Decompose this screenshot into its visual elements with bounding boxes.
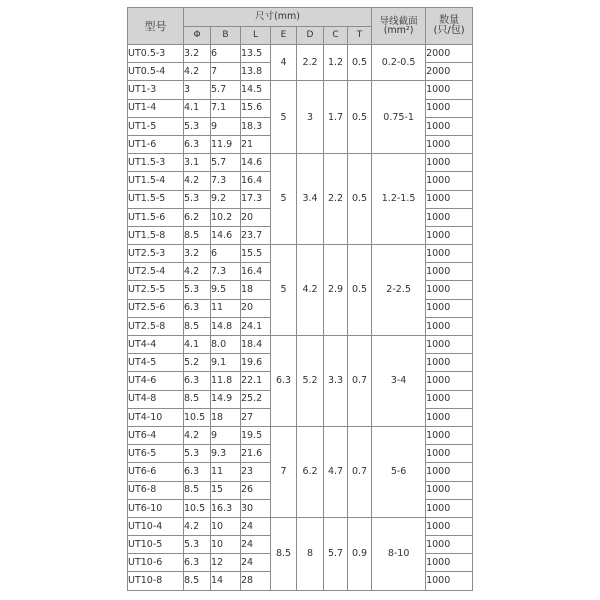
l-cell: 16.4 xyxy=(241,263,271,281)
phi-cell: 4.2 xyxy=(184,172,211,190)
e-cell: 4 xyxy=(271,45,297,81)
quantity-cell: 1000 xyxy=(426,317,473,335)
quantity-cell: 1000 xyxy=(426,99,473,117)
model-cell: UT10-6 xyxy=(128,554,184,572)
t-cell: 0.5 xyxy=(348,154,372,245)
model-cell: UT1.5-6 xyxy=(128,208,184,226)
t-header: T xyxy=(348,27,372,45)
quantity-cell: 1000 xyxy=(426,299,473,317)
b-cell: 10 xyxy=(211,517,241,535)
b-cell: 6 xyxy=(211,45,241,63)
model-cell: UT10-4 xyxy=(128,517,184,535)
l-cell: 18.3 xyxy=(241,117,271,135)
b-cell: 8.0 xyxy=(211,336,241,354)
phi-cell: 4.1 xyxy=(184,99,211,117)
model-cell: UT1-6 xyxy=(128,135,184,153)
model-cell: UT6-8 xyxy=(128,481,184,499)
l-cell: 24 xyxy=(241,536,271,554)
e-cell: 7 xyxy=(271,426,297,517)
quantity-cell: 1000 xyxy=(426,572,473,590)
phi-cell: 4.2 xyxy=(184,63,211,81)
model-cell: UT10-8 xyxy=(128,572,184,590)
b-cell: 9.1 xyxy=(211,354,241,372)
phi-cell: 5.3 xyxy=(184,117,211,135)
phi-cell: 6.3 xyxy=(184,463,211,481)
c-cell: 1.7 xyxy=(324,81,348,154)
c-cell: 1.2 xyxy=(324,45,348,81)
wire-area-cell: 8-10 xyxy=(372,517,426,590)
phi-cell: 5.3 xyxy=(184,536,211,554)
model-cell: UT1.5-4 xyxy=(128,172,184,190)
b-cell: 7.3 xyxy=(211,263,241,281)
table-row xyxy=(128,154,473,172)
model-cell: UT2.5-4 xyxy=(128,263,184,281)
e-cell: 8.5 xyxy=(271,517,297,590)
table-row xyxy=(128,517,473,535)
b-cell: 11 xyxy=(211,299,241,317)
spec-table xyxy=(127,7,473,591)
e-cell: 5 xyxy=(271,81,297,154)
phi-cell: 8.5 xyxy=(184,317,211,335)
t-cell: 0.7 xyxy=(348,336,372,427)
phi-cell: 4.2 xyxy=(184,263,211,281)
b-cell: 7.1 xyxy=(211,99,241,117)
model-cell: UT1-4 xyxy=(128,99,184,117)
b-cell: 9.2 xyxy=(211,190,241,208)
l-cell: 15.6 xyxy=(241,99,271,117)
l-cell: 22.1 xyxy=(241,372,271,390)
l-cell: 24 xyxy=(241,554,271,572)
phi-cell: 3 xyxy=(184,81,211,99)
phi-cell: 6.3 xyxy=(184,372,211,390)
table-row xyxy=(128,45,473,63)
table-body xyxy=(128,45,473,591)
wire-area-unit: (mm²) xyxy=(383,25,414,36)
phi-cell: 8.5 xyxy=(184,572,211,590)
t-cell: 0.5 xyxy=(348,245,372,336)
c-cell: 2.9 xyxy=(324,245,348,336)
b-cell: 6 xyxy=(211,245,241,263)
quantity-cell: 1000 xyxy=(426,463,473,481)
l-cell: 18.4 xyxy=(241,336,271,354)
model-cell: UT4-4 xyxy=(128,336,184,354)
quantity-unit: (只/包) xyxy=(433,25,465,36)
phi-cell: 5.3 xyxy=(184,190,211,208)
d-cell: 3 xyxy=(297,81,324,154)
model-cell: UT2.5-3 xyxy=(128,245,184,263)
table-row xyxy=(128,426,473,444)
b-cell: 14.9 xyxy=(211,390,241,408)
c-cell: 3.3 xyxy=(324,336,348,427)
phi-cell: 4.2 xyxy=(184,517,211,535)
phi-cell: 3.2 xyxy=(184,45,211,63)
l-cell: 28 xyxy=(241,572,271,590)
l-cell: 25.2 xyxy=(241,390,271,408)
b-cell: 10.2 xyxy=(211,208,241,226)
b-cell: 5.7 xyxy=(211,81,241,99)
l-cell: 20 xyxy=(241,299,271,317)
c-cell: 2.2 xyxy=(324,154,348,245)
quantity-cell: 1000 xyxy=(426,281,473,299)
b-cell: 11 xyxy=(211,463,241,481)
c-cell: 4.7 xyxy=(324,426,348,517)
quantity-cell: 1000 xyxy=(426,481,473,499)
quantity-cell: 1000 xyxy=(426,554,473,572)
l-cell: 20 xyxy=(241,208,271,226)
b-cell: 15 xyxy=(211,481,241,499)
wire-area-label: 导线截面 xyxy=(379,15,418,27)
e-cell: 5 xyxy=(271,245,297,336)
l-cell: 16.4 xyxy=(241,172,271,190)
l-cell: 21.6 xyxy=(241,445,271,463)
table-row xyxy=(128,81,473,99)
phi-cell: 5.3 xyxy=(184,281,211,299)
phi-cell: 5.3 xyxy=(184,445,211,463)
l-cell: 27 xyxy=(241,408,271,426)
quantity-cell: 1000 xyxy=(426,426,473,444)
model-cell: UT6-10 xyxy=(128,499,184,517)
phi-cell: 3.1 xyxy=(184,154,211,172)
phi-cell: 8.5 xyxy=(184,390,211,408)
c-header: C xyxy=(324,27,348,45)
quantity-cell: 1000 xyxy=(426,445,473,463)
dimensions-header: 尺寸(mm) xyxy=(184,8,372,27)
b-cell: 11.8 xyxy=(211,372,241,390)
quantity-cell: 1000 xyxy=(426,226,473,244)
b-header: B xyxy=(211,27,241,45)
b-cell: 16.3 xyxy=(211,499,241,517)
quantity-cell: 1000 xyxy=(426,408,473,426)
quantity-cell: 1000 xyxy=(426,117,473,135)
quantity-cell: 1000 xyxy=(426,81,473,99)
b-cell: 10 xyxy=(211,536,241,554)
b-cell: 14.6 xyxy=(211,226,241,244)
quantity-cell: 1000 xyxy=(426,517,473,535)
model-cell: UT2.5-8 xyxy=(128,317,184,335)
model-cell: UT6-5 xyxy=(128,445,184,463)
l-cell: 24.1 xyxy=(241,317,271,335)
l-cell: 13.5 xyxy=(241,45,271,63)
quantity-header xyxy=(426,8,473,45)
model-cell: UT2.5-6 xyxy=(128,299,184,317)
phi-cell: 4.1 xyxy=(184,336,211,354)
l-cell: 24 xyxy=(241,517,271,535)
model-cell: UT1-3 xyxy=(128,81,184,99)
l-cell: 13.8 xyxy=(241,63,271,81)
model-cell: UT1.5-3 xyxy=(128,154,184,172)
d-cell: 4.2 xyxy=(297,245,324,336)
b-cell: 18 xyxy=(211,408,241,426)
table-row xyxy=(128,245,473,263)
b-cell: 9 xyxy=(211,117,241,135)
b-cell: 12 xyxy=(211,554,241,572)
phi-cell: 6.3 xyxy=(184,554,211,572)
b-cell: 7 xyxy=(211,63,241,81)
quantity-cell: 1000 xyxy=(426,245,473,263)
phi-cell: 10.5 xyxy=(184,408,211,426)
model-cell: UT1-5 xyxy=(128,117,184,135)
t-cell: 0.5 xyxy=(348,45,372,81)
l-cell: 21 xyxy=(241,135,271,153)
quantity-cell: 1000 xyxy=(426,208,473,226)
l-cell: 23 xyxy=(241,463,271,481)
b-cell: 9.5 xyxy=(211,281,241,299)
wire-area-cell: 1.2-1.5 xyxy=(372,154,426,245)
model-cell: UT4-10 xyxy=(128,408,184,426)
l-cell: 23.7 xyxy=(241,226,271,244)
quantity-cell: 1000 xyxy=(426,354,473,372)
phi-header: Φ xyxy=(184,27,211,45)
quantity-cell: 1000 xyxy=(426,172,473,190)
d-cell: 8 xyxy=(297,517,324,590)
l-cell: 19.6 xyxy=(241,354,271,372)
phi-cell: 5.2 xyxy=(184,354,211,372)
c-cell: 5.7 xyxy=(324,517,348,590)
quantity-cell: 1000 xyxy=(426,190,473,208)
d-cell: 2.2 xyxy=(297,45,324,81)
phi-cell: 6.3 xyxy=(184,135,211,153)
table-row xyxy=(128,336,473,354)
t-cell: 0.5 xyxy=(348,81,372,154)
phi-cell: 3.2 xyxy=(184,245,211,263)
b-cell: 14.8 xyxy=(211,317,241,335)
e-header: E xyxy=(271,27,297,45)
wire-area-cell: 2-2.5 xyxy=(372,245,426,336)
d-cell: 5.2 xyxy=(297,336,324,427)
phi-cell: 10.5 xyxy=(184,499,211,517)
l-cell: 15.5 xyxy=(241,245,271,263)
quantity-cell: 2000 xyxy=(426,45,473,63)
quantity-cell: 1000 xyxy=(426,154,473,172)
b-cell: 9.3 xyxy=(211,445,241,463)
quantity-cell: 1000 xyxy=(426,499,473,517)
b-cell: 5.7 xyxy=(211,154,241,172)
l-cell: 26 xyxy=(241,481,271,499)
d-cell: 6.2 xyxy=(297,426,324,517)
b-cell: 7.3 xyxy=(211,172,241,190)
e-cell: 5 xyxy=(271,154,297,245)
l-cell: 18 xyxy=(241,281,271,299)
d-cell: 3.4 xyxy=(297,154,324,245)
l-cell: 14.5 xyxy=(241,81,271,99)
model-cell: UT0.5-4 xyxy=(128,63,184,81)
l-cell: 14.6 xyxy=(241,154,271,172)
quantity-cell: 1000 xyxy=(426,135,473,153)
wire-area-cell: 5-6 xyxy=(372,426,426,517)
b-cell: 9 xyxy=(211,426,241,444)
b-cell: 11.9 xyxy=(211,135,241,153)
model-cell: UT2.5-5 xyxy=(128,281,184,299)
l-cell: 30 xyxy=(241,499,271,517)
d-header: D xyxy=(297,27,324,45)
wire-area-header xyxy=(372,8,426,45)
model-cell: UT0.5-3 xyxy=(128,45,184,63)
t-cell: 0.9 xyxy=(348,517,372,590)
l-cell: 17.3 xyxy=(241,190,271,208)
table-header xyxy=(128,8,473,45)
phi-cell: 8.5 xyxy=(184,481,211,499)
model-cell: UT6-6 xyxy=(128,463,184,481)
phi-cell: 4.2 xyxy=(184,426,211,444)
quantity-label: 数量 xyxy=(439,15,460,26)
wire-area-cell: 3-4 xyxy=(372,336,426,427)
model-cell: UT1.5-8 xyxy=(128,226,184,244)
l-header: L xyxy=(241,27,271,45)
t-cell: 0.7 xyxy=(348,426,372,517)
model-cell: UT10-5 xyxy=(128,536,184,554)
model-header: 型号 xyxy=(128,8,184,45)
quantity-cell: 1000 xyxy=(426,536,473,554)
model-cell: UT4-6 xyxy=(128,372,184,390)
quantity-cell: 1000 xyxy=(426,263,473,281)
model-cell: UT6-4 xyxy=(128,426,184,444)
phi-cell: 8.5 xyxy=(184,226,211,244)
quantity-cell: 1000 xyxy=(426,390,473,408)
model-cell: UT1.5-5 xyxy=(128,190,184,208)
model-cell: UT4-8 xyxy=(128,390,184,408)
quantity-cell: 1000 xyxy=(426,336,473,354)
e-cell: 6.3 xyxy=(271,336,297,427)
l-cell: 19.5 xyxy=(241,426,271,444)
phi-cell: 6.3 xyxy=(184,299,211,317)
wire-area-cell: 0.75-1 xyxy=(372,81,426,154)
model-cell: UT4-5 xyxy=(128,354,184,372)
quantity-cell: 1000 xyxy=(426,372,473,390)
b-cell: 14 xyxy=(211,572,241,590)
quantity-cell: 2000 xyxy=(426,63,473,81)
phi-cell: 6.2 xyxy=(184,208,211,226)
wire-area-cell: 0.2-0.5 xyxy=(372,45,426,81)
